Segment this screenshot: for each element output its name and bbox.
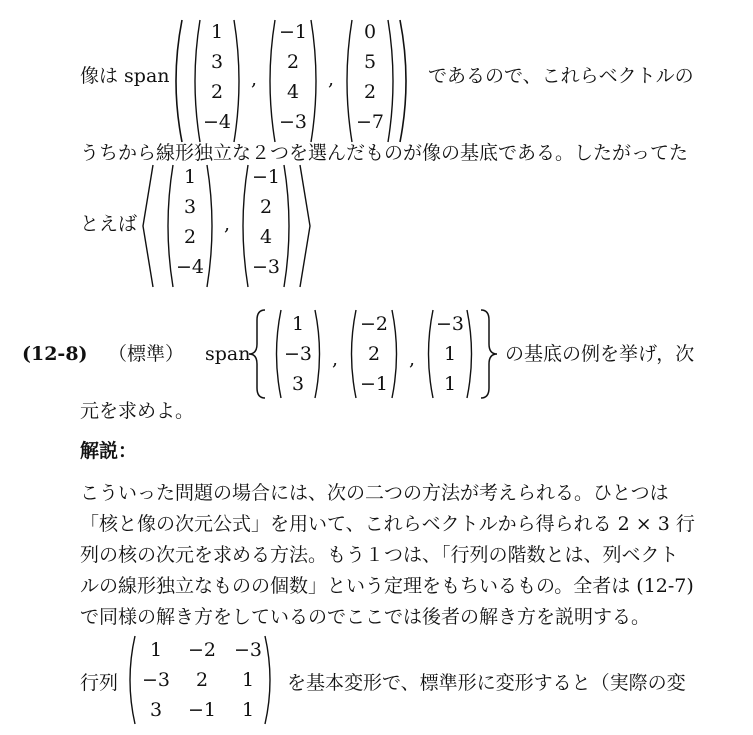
explanation-line: ルの線形独立なものの個数」という定理をもちいるもの。全者は (12-7) <box>80 575 694 597</box>
vector-entry: 2 <box>210 81 224 103</box>
explanation-line: こういった問題の場合には、次の二つの方法が考えられる。ひとつは <box>80 482 669 504</box>
vector-entry: −7 <box>355 111 384 133</box>
vector-entry: 4 <box>286 81 300 103</box>
explanation-matrix-suffix: を基本変形で、標準形に変形すると（実際の変 <box>287 672 686 694</box>
vector-entry: 5 <box>363 51 377 73</box>
vector-entry: 2 <box>183 226 197 248</box>
vector-entry: 2 <box>286 51 300 73</box>
comma: , <box>251 68 258 90</box>
basis-vector-1 <box>163 163 217 289</box>
vector-entry: −1 <box>278 21 307 43</box>
vector-entry: 3 <box>291 373 305 395</box>
comma: , <box>409 348 416 370</box>
vector-entry: 1 <box>443 373 457 395</box>
text-tatoeba: とえば <box>80 213 138 235</box>
vector-entry: −4 <box>175 256 204 278</box>
vector-entry: 1 <box>183 166 197 188</box>
comma: , <box>328 68 335 90</box>
text-image-span-suffix: であるので、これらベクトルの <box>428 65 694 87</box>
span-vector-1 <box>190 18 244 144</box>
vector-entry: 1 <box>291 313 305 335</box>
matrix-entry: −3 <box>233 639 262 661</box>
vector-entry: −3 <box>278 111 307 133</box>
vector-entry: 1 <box>210 21 224 43</box>
problem-statement-line2: 元を求めよ。 <box>80 400 195 422</box>
matrix-entry: 2 <box>195 669 209 691</box>
span-vector-3 <box>342 18 398 144</box>
explanation-line: で同様の解き方をしているのでここでは後者の解き方を説明する。 <box>80 606 651 628</box>
vector-entry: −3 <box>283 343 312 365</box>
vector-entry: −1 <box>359 373 388 395</box>
vector-entry: 3 <box>210 51 224 73</box>
vector-entry: −2 <box>359 313 388 335</box>
matrix-entry: 3 <box>149 699 163 721</box>
matrix-entry: −2 <box>187 639 216 661</box>
comma: , <box>224 213 231 235</box>
problem-vector-2 <box>346 308 402 400</box>
vector-entry: 2 <box>363 81 377 103</box>
text-image-span-prefix: 像は span <box>80 65 170 87</box>
matrix-entry: 1 <box>241 699 255 721</box>
vector-entry: 2 <box>367 343 381 365</box>
comma: , <box>332 348 339 370</box>
problem-level: （標準） <box>108 343 185 365</box>
problem-vector-1 <box>271 308 325 400</box>
vector-entry: −3 <box>435 313 464 335</box>
vector-entry: 3 <box>183 196 197 218</box>
vector-entry: −4 <box>202 111 231 133</box>
vector-entry: 0 <box>363 21 377 43</box>
explanation-line: 列の核の次元を求める方法。もう１つは、「行列の階数とは、列ベクト <box>80 544 679 566</box>
span-vector-2 <box>265 18 321 144</box>
problem-number: (12-8) <box>22 343 88 365</box>
vector-entry: 2 <box>259 196 273 218</box>
vector-entry: 1 <box>443 343 457 365</box>
text-paragraph-line: うちから線形独立な２つを選んだものが像の基底である。したがってた <box>80 142 689 164</box>
matrix-entry: −1 <box>187 699 216 721</box>
vector-entry: 4 <box>259 226 273 248</box>
explanation-line: 「核と像の次元公式」を用いて、これらベクトルから得られる 2 × 3 行 <box>80 513 695 535</box>
basis-vector-2 <box>238 163 294 289</box>
problem-vector-3 <box>423 308 477 400</box>
matrix-entry: −3 <box>141 669 170 691</box>
explanation-heading: 解説： <box>80 440 138 462</box>
problem-statement-suffix: の基底の例を挙げ，次 <box>505 343 695 365</box>
matrix-entry: 1 <box>241 669 255 691</box>
vector-entry: −3 <box>251 256 280 278</box>
problem-span-label: span <box>205 343 251 365</box>
coefficient-matrix <box>124 634 276 726</box>
matrix-entry: 1 <box>149 639 163 661</box>
vector-entry: −1 <box>251 166 280 188</box>
explanation-matrix-prefix: 行列 <box>80 672 119 694</box>
